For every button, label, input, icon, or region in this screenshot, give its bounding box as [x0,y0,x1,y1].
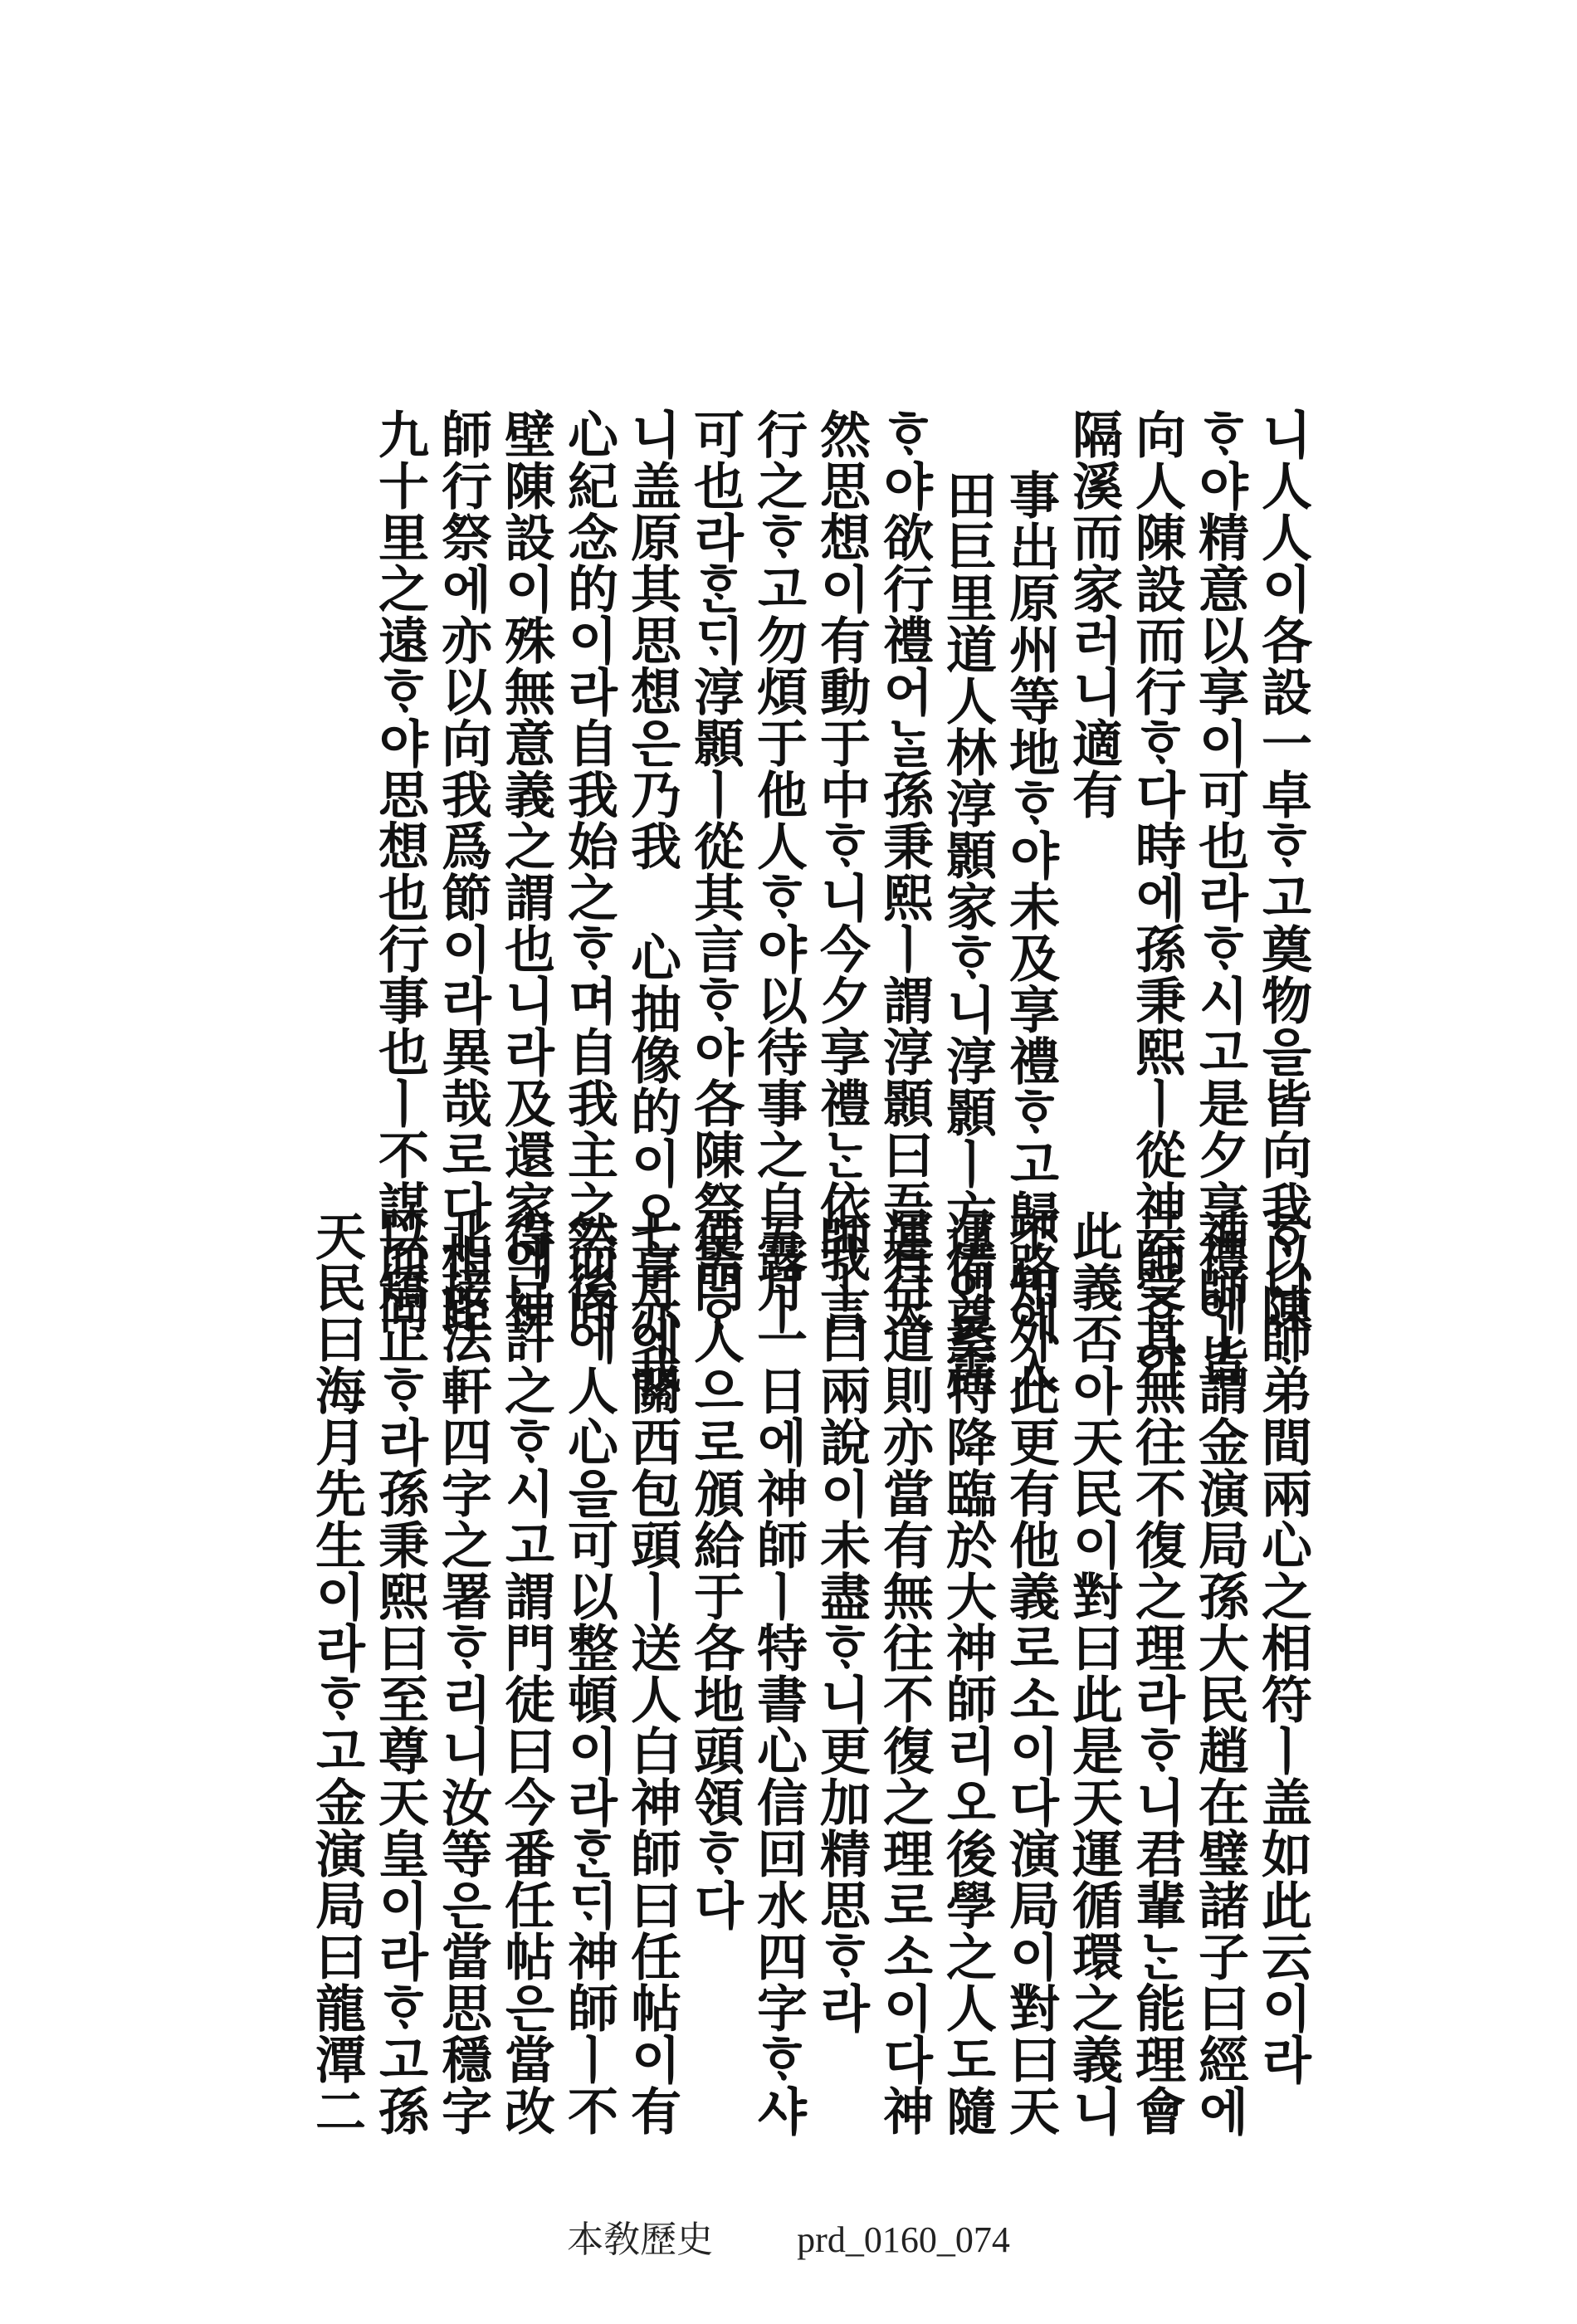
text-column: 然後에人心을可以整頓이라ᄒᆞᆫᄃᆡ神師ㅣ不 [559,1210,618,2136]
text-column: 壁陳設이殊無意義之謂也니라及還家에神 [496,408,555,1335]
text-column: 田巨里道人林淳顥家ᄒᆞ니淳顥ㅣ方備奠需 [938,469,997,1395]
text-column: 五月一日에神師ㅣ特書心信回水四字ᄒᆞ샤 [749,1210,808,2136]
text-column: 此義否아天民이對曰此是天運循環之義니 [1064,1210,1123,2136]
text-column: 心紀念的이라自我始之ᄒᆞ며自我主之而向 [559,408,618,1335]
text-column: 니人人이各設一卓ᄒᆞ고奠物을皆向我以陳ᆞ [1253,408,1312,1386]
text-column: 北接法軒四字之署ᄒᆞ리니汝等은當思穩字 [433,1210,492,2136]
text-column: ᄒᆞ니師弟間兩心之相符ㅣ盖如此云이라 [1253,1210,1312,2085]
text-column: 隔溪而家러니適有 [1064,408,1123,820]
text-column: 事出原州等地ᄒᆞ야未及享禮ᄒᆞ고歸路에入 [1001,469,1060,1395]
text-column: 得已許之ᄒᆞ시고謂門徒曰今番任帖은當改 [496,1210,555,2136]
text-column: 運이奚特降臨於大神師리오後學之人도隨 [938,1210,997,2136]
text-column: 師行祭에亦以向我爲節이라異哉로다相距 [433,408,492,1335]
text-column: 神師ㅣ謂金演局孫大民趙在璧諸子曰經에 [1190,1210,1249,2136]
text-column: 天民曰海月先生이라ᄒᆞ고金演局曰龍潭二 [307,1210,366,2136]
footer-page-id: prd_0160_074 [797,2219,1010,2260]
page-footer [0,2209,1577,2263]
text-column: 師ㅣ曰兩說이未盡ᄒᆞ니更加精思ᄒᆞ라 [812,1210,871,2034]
text-column: 九十里之遠ᄒᆞ야思想也行事也ㅣ不謀而同 [370,408,429,1335]
text-column: 然思想이有動于中ᄒᆞ니今夕享禮ᄂᆞᆫ依我言 [812,408,871,1335]
text-column: 七月에關西包頭ㅣ送人白神師曰任帖이有 [622,1210,681,2136]
footer-title: 本敎歷史 [567,2219,714,2260]
text-column: 云受其無往不復之理라ᄒᆞ니君輩ᄂᆞᆫ能理會 [1127,1210,1186,2136]
text-column: ᄒᆞ야精意以享이可也라ᄒᆞ시고是夕享禮에皆 [1190,408,1249,1386]
text-column: 行之ᄒᆞ고勿煩于他人ᄒᆞ야以待事之自露ㅣ [749,408,808,1335]
text-column: 以矯正ᄒᆞ라孫秉熙曰至尊天皇이라ᄒᆞ고孫 [370,1210,429,2136]
text-column: 運行道則亦當有無往不復之理로소이다神 [875,1210,934,2136]
text-column: 不知外此更有他義로소이다演局이對曰天 [1001,1210,1060,2136]
text-column: 可也라ᄒᆞᆫᄃᆡ淳顥ㅣ從其言ᄒᆞ야各陳祭需ᄒᆞ [686,408,745,1335]
text-column: 向人陳設而行ᄒᆞ다時에孫秉熙ㅣ從神師ᄒᆞ야 [1127,408,1186,1386]
text-column: 使門人으로頒給于各地頭領ᄒᆞ다 [686,1210,745,1931]
text-column: ᄒᆞ야欲行禮어ᄂᆞᆯ孫秉熙ㅣ謂淳顥曰吾有天 [875,408,934,1335]
text-column: 니盖原其思想은乃我 心抽像的이오享亦我 [622,408,681,1394]
